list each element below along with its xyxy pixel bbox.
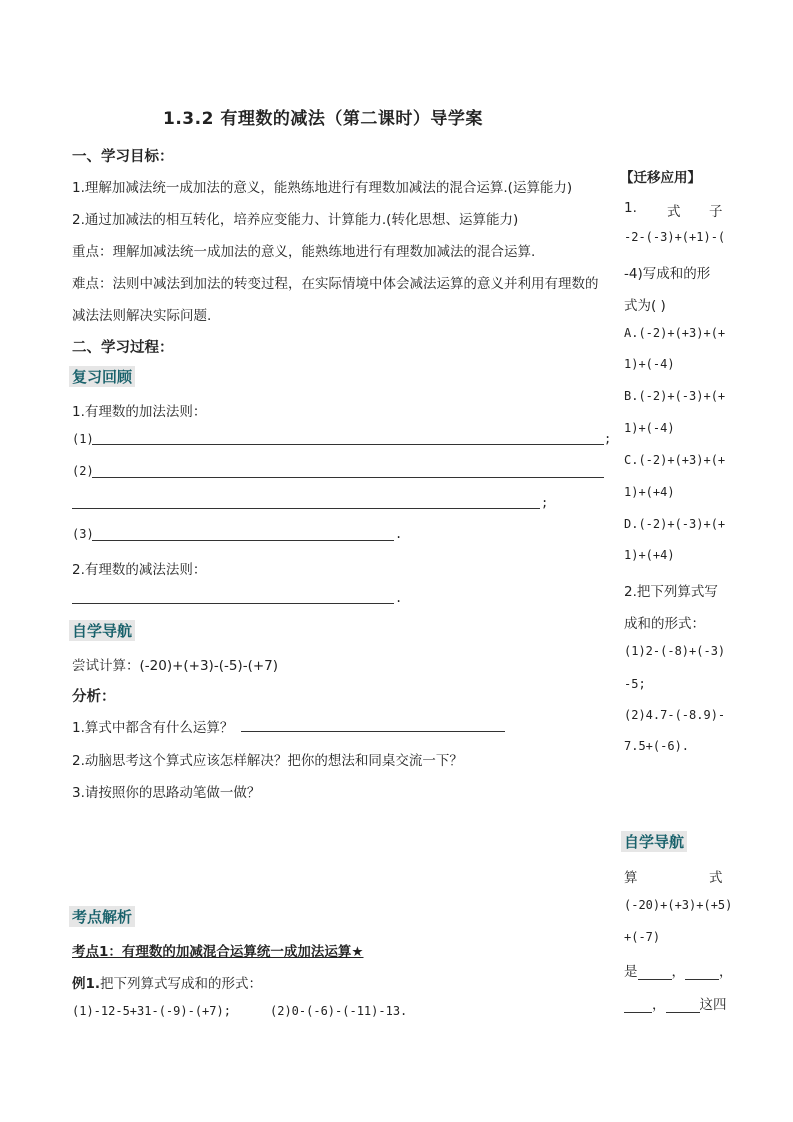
blank-2-label: (2) [72, 464, 94, 478]
blank-side-1[interactable] [638, 965, 672, 980]
blank-1-label: (1) [72, 432, 94, 446]
blank-4-line[interactable] [72, 603, 394, 604]
side-zixue-l4-a: 是 [624, 964, 638, 980]
difficulty-line-1: 难点：法则中减法到加法的转变过程，在实际情境中体会减法运算的意义并利用有理数的 [72, 276, 599, 292]
side-q2-line1: 2.把下列算式写 [624, 584, 718, 600]
option-d-line1: D.(-2)+(-3)+(+ [624, 517, 726, 531]
blank-3-label: (3) [72, 527, 94, 541]
example-1 [72, 972, 262, 992]
side-qianyi-label: 【迁移应用】 [620, 170, 701, 186]
analysis-q3: 3.请按照你的思路动笔做一做？ [72, 785, 261, 801]
try-calc: 尝试计算：(-20)+(+3)-(-5)-(+7) [72, 658, 279, 674]
side-q1-b: 式 [667, 204, 681, 220]
option-a-line2: 1)+(-4) [624, 357, 675, 371]
example-1-part-1: (1)-12-5+31-(-9)-(+7); [72, 1004, 231, 1018]
side-zixue-l5 [624, 993, 727, 1013]
blank-1-end: ; [604, 432, 612, 446]
side-q1-line2: -2-(-3)+(+1)-( [624, 230, 726, 244]
blank-side-2[interactable] [685, 965, 719, 980]
review-q2: 2.有理数的减法法则： [72, 562, 207, 578]
section-heading-process: 二、学习过程： [72, 340, 174, 356]
blank-2-line-a[interactable] [92, 477, 604, 478]
option-b-line1: B.(-2)+(-3)+(+ [624, 389, 726, 403]
blank-3-end: . [395, 527, 403, 541]
side-q1-a: 1. [624, 200, 637, 216]
blank-side-3[interactable] [624, 998, 652, 1013]
side-q2-line4: -5; [624, 677, 646, 691]
side-zixue-l2: (-20)+(+3)+(+5) [624, 898, 733, 912]
side-q1-c: 子 [709, 204, 723, 220]
side-q1-line4: 式为( ) [624, 298, 666, 314]
side-zixue-l4-sep1: ， [671, 964, 685, 980]
page-title: 1.3.2 有理数的减法（第二课时）导学案 [163, 109, 483, 129]
side-zixue-l4 [624, 960, 733, 980]
difficulty-line-2: 减法法则解决实际问题. [72, 308, 212, 324]
side-q2-line2: 成和的形式： [624, 616, 705, 632]
example-1-text: 把下列算式写成和的形式： [100, 976, 263, 992]
side-zixue-l5-sep: ， [652, 997, 666, 1013]
section-heading-goals: 一、学习目标： [72, 149, 174, 165]
review-label: 复习回顾 [69, 366, 135, 387]
analysis-q2: 2.动脑思考这个算式应该怎样解决？把你的想法和同桌交流一下？ [72, 753, 463, 769]
example-1-part-2: (2)0-(-6)-(-11)-13. [270, 1004, 408, 1018]
goal-item-1: 1.理解加减法统一成加法的意义，能熟练地进行有理数加减法的混合运算.(运算能力) [72, 180, 573, 196]
side-zixue-label: 自学导航 [621, 831, 687, 852]
goal-item-2: 2.通过加减法的相互转化，培养应变能力、计算能力.(转化思想、运算能力) [72, 212, 519, 228]
side-zixue-l3: +(-7) [624, 930, 661, 944]
side-zixue-l1-b: 式 [709, 870, 723, 886]
kaodian-label: 考点解析 [69, 906, 135, 927]
side-q2-line6: 7.5+(-6). [624, 739, 690, 753]
review-q1: 1.有理数的加法法则： [72, 404, 207, 420]
side-zixue-l4-sep2: ， [719, 964, 733, 980]
option-a-line1: A.(-2)+(+3)+(+ [624, 326, 726, 340]
side-q2-line5: (2)4.7-(-8.9)- [624, 708, 726, 722]
side-q1-line3: -4)写成和的形 [624, 266, 711, 282]
option-c-line1: C.(-2)+(+3)+(+ [624, 453, 726, 467]
example-1-label: 例1. [72, 976, 101, 992]
selfstudy-label: 自学导航 [69, 620, 135, 641]
blank-1-line[interactable] [92, 444, 604, 445]
blank-2-end: ; [541, 496, 549, 510]
analysis-label: 分析： [72, 689, 116, 705]
analysis-q1: 1.算式中都含有什么运算？ [72, 720, 234, 736]
blank-2-line-b[interactable] [72, 508, 540, 509]
side-q2-line3: (1)2-(-8)+(-3) [624, 644, 726, 658]
option-c-line2: 1)+(+4) [624, 485, 675, 499]
option-b-line2: 1)+(-4) [624, 421, 675, 435]
blank-side-4[interactable] [666, 998, 700, 1013]
point-1: 考点1：有理数的加减混合运算统一成加法运算★ [72, 944, 364, 960]
analysis-q1-line[interactable] [241, 731, 505, 732]
side-zixue-l1-a: 算 [624, 870, 638, 886]
blank-3-line[interactable] [92, 540, 394, 541]
blank-4-end: . [395, 591, 403, 605]
option-d-line2: 1)+(+4) [624, 548, 675, 562]
key-point: 重点：理解加减法统一成加法的意义，能熟练地进行有理数加减法的混合运算. [72, 244, 536, 260]
side-zixue-l5-end: 这四 [699, 997, 727, 1013]
